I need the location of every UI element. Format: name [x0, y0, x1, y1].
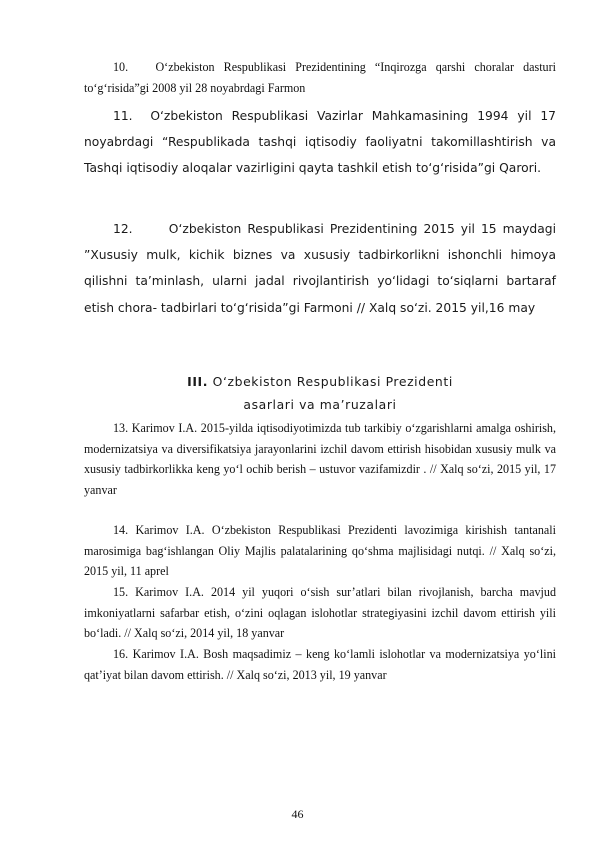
- reference-number: 15.: [113, 585, 129, 599]
- section-heading-line2: asarlari va ma’ruzalari: [243, 397, 397, 412]
- reference-number: 14.: [113, 523, 129, 537]
- reference-item-15: [84, 582, 556, 644]
- reference-item-11: [84, 103, 556, 182]
- page-number: 46: [291, 807, 304, 821]
- reference-text: O‘zbekiston Respublikasi Prezidentining “Inqirozga qarshi choralar dasturi to‘g‘risida”gi 2008 yil 28 noyabrdagi Farmon: [84, 60, 556, 95]
- reference-text: Karimov I.A. O‘zbekiston Respublikasi Prezidenti lavozimiga kirishish tantanali marosimiga bag‘ishlangan Oliy Majlis palatalarining qo‘shma majlisidagi nutqi. // Xalq so‘zi, 2015 yil, 11 aprel: [84, 523, 556, 578]
- section-heading-line1: O‘zbekiston Respublikasi Prezidenti: [212, 374, 453, 389]
- reference-number: 11.: [113, 109, 133, 123]
- reference-text: O‘zbekiston Respublikasi Prezidentining 2015 yil 15 maydagi ”Xususiy mulk, kichik biznes va xususiy tadbirkorlikni ishonchli himoya qilishni ta’minlash, ularni jadal rivojlantirish yo‘lidagi to‘siqlarni bartaraf etish chora- tadbirlari to‘g‘risida”gi Farmoni // Xalq so‘zi. 2015 yil,16 may: [84, 222, 556, 315]
- reference-text: Karimov I.A. 2014 yil yuqori o‘sish sur’atlari bilan rivojlanish, barcha mavjud imkoniyatlarni safarbar etish, o‘zini oqlagan islohotlar strategiyasini izchil davom ettirish yili bo‘ladi. // Xalq so‘zi, 2014 yil, 18 yanvar: [84, 585, 556, 640]
- reference-number: 13.: [113, 421, 129, 435]
- reference-item-10: [84, 57, 556, 98]
- reference-text: O‘zbekiston Respublikasi Vazirlar Mahkamasining 1994 yil 17 noyabrdagi “Respublikada tashqi iqtisodiy faoliyatni takomillashtirish va Tashqi iqtisodiy aloqalar vazirligini qayta tashkil etish to‘g‘risida”gi Qarori.: [84, 109, 556, 176]
- section-heading-continued: [84, 393, 556, 417]
- reference-item-16: [84, 644, 556, 685]
- reference-text: Karimov I.A. 2015-yilda iqtisodiyotimizda tub tarkibiy o‘zgarishlarni amalga oshirish, modernizatsiya va diversifikatsiya jarayonlarini izchil davom ettirish hisobidan xususiy mulk va xususiy tadbirkorlikka keng yo‘l ochib berish – ustuvor vazifamizdir . // Xalq so‘zi, 2015 yil, 17 yanvar: [84, 421, 556, 497]
- reference-number: 16.: [113, 647, 129, 661]
- section-heading: [84, 370, 556, 394]
- reference-text: Karimov I.A. Bosh maqsadimiz – keng ko‘lamli islohotlar va modernizatsiya yo‘lini qat’iyat bilan davom ettirish. // Xalq so‘zi, 2013 yil, 19 yanvar: [84, 647, 557, 682]
- reference-item-13: [84, 418, 556, 500]
- reference-item-14: [84, 520, 556, 582]
- reference-number: 12.: [113, 222, 133, 236]
- section-roman-numeral: III.: [187, 374, 209, 389]
- reference-item-12: [84, 216, 556, 321]
- reference-number: 10.: [113, 60, 129, 74]
